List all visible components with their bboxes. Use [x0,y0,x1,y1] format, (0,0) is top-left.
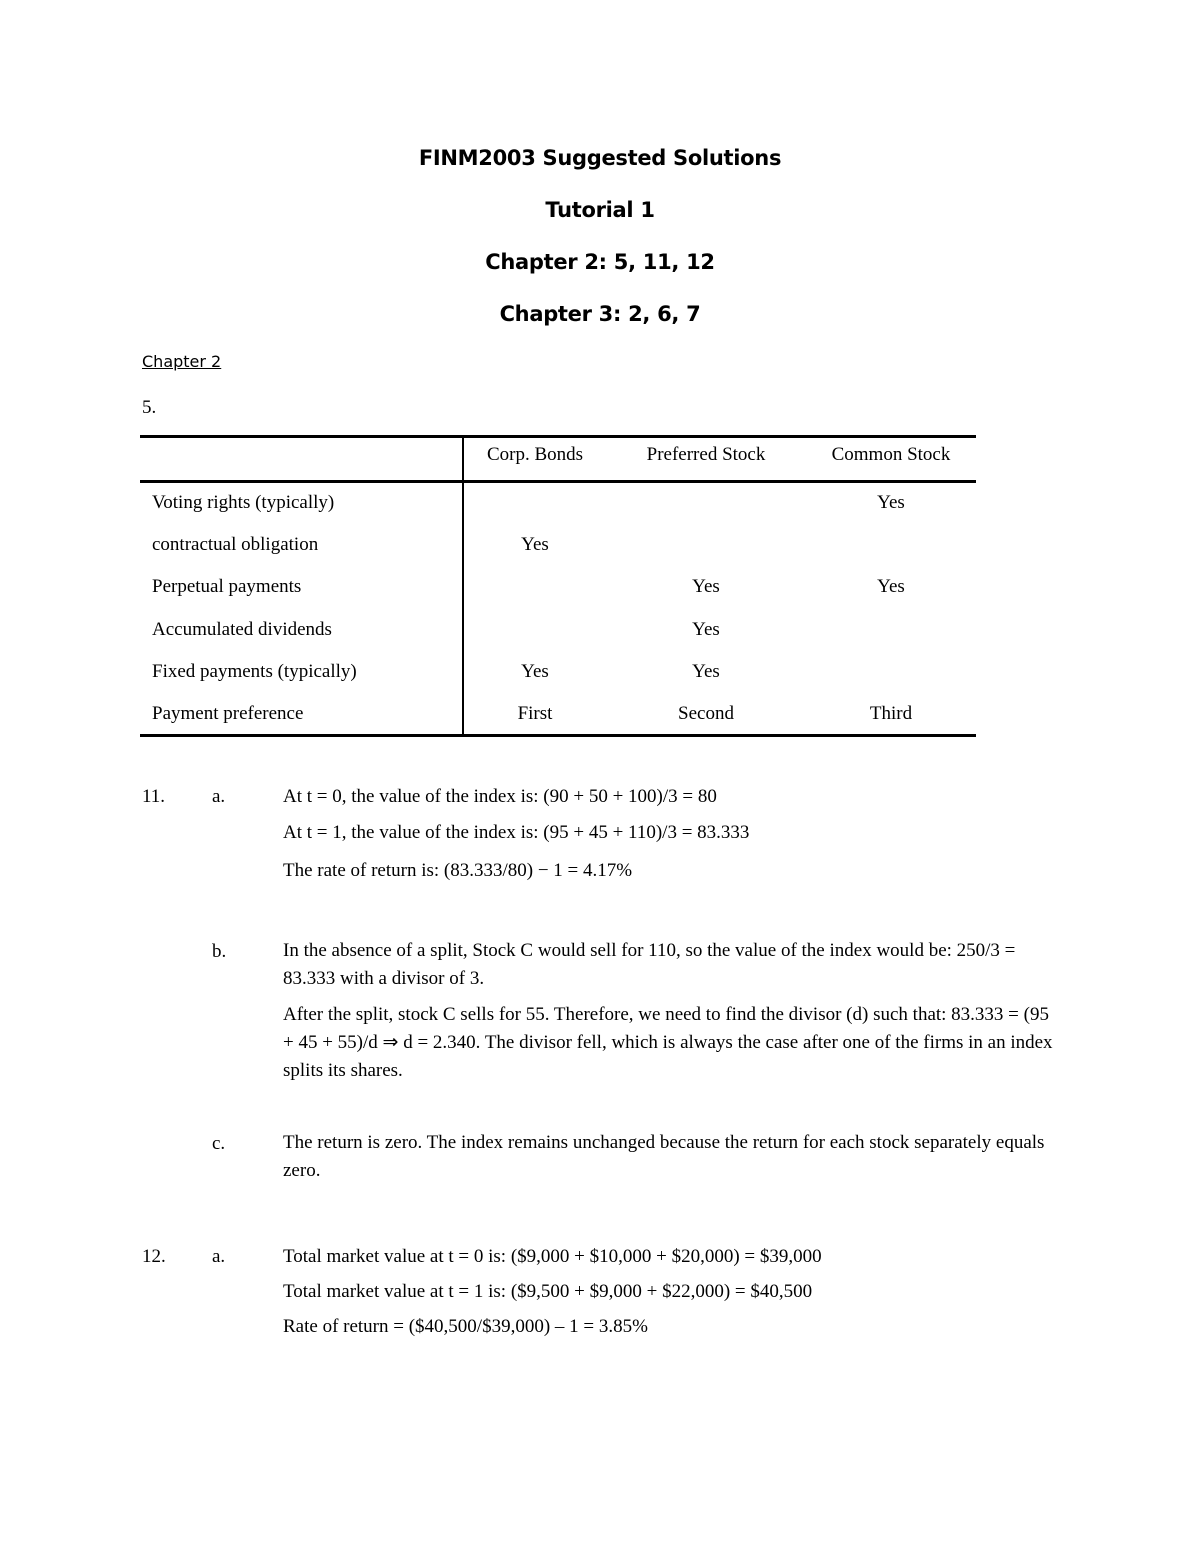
row-label: contractual obligation [140,524,463,566]
table-row [140,693,976,735]
question-number: 11. [142,786,166,807]
answer-line: The rate of return is: (83.333/80) − 1 = 4.17% [283,860,633,881]
table-cell: Third [806,693,976,735]
part-label: a. [212,786,226,807]
document-title: FINM2003 Suggested Solutions [418,146,782,170]
table-cell [463,609,606,651]
column-header [140,437,463,482]
answer-line: Total market value at t = 0 is: ($9,000 + $10,000 + $20,000) = $39,000 [283,1246,822,1267]
part-label: b. [212,941,227,962]
column-header: Corp. Bonds [463,437,606,482]
table-cell: Yes [521,661,549,683]
table-cell [806,609,976,651]
table-cell [806,651,976,693]
table-cell: Yes [692,576,720,598]
table-cell [463,482,606,524]
answer-line: At t = 0, the value of the index is: (90 + 50 + 100)/3 = 80 [283,786,717,807]
part-label: a. [212,1246,226,1267]
answer-line: Total market value at t = 1 is: ($9,500 + $9,000 + $22,000) = $40,500 [283,1281,813,1302]
question-number: 12. [142,1246,166,1267]
table-cell [806,524,976,566]
table-cell: Yes [877,576,905,598]
table-cell: Yes [692,618,720,640]
tutorial-heading: Tutorial 1 [545,198,655,222]
row-label: Fixed payments (typically) [140,651,463,693]
chapter2-questions-heading: Chapter 2: 5, 11, 12 [485,250,715,274]
table-row [140,524,976,566]
table-cell: Yes [521,534,549,556]
answer-paragraph: After the split, stock C sells for 55. Therefore, we need to find the divisor (d) such that: 83.333 = (95 + 45 + 55)/d ⇒ d = 2.340. The divisor fell, which is always the case after one of the firms in an index splits its shares. [283,1004,1053,1081]
table-cell [463,566,606,608]
part-label: c. [212,1133,226,1154]
securities-comparison-table [140,435,976,737]
answer-paragraph: The return is zero. The index remains unchanged because the return for each stock separately equals zero. [283,1132,1045,1181]
table-cell: First [463,693,606,735]
column-header: Preferred Stock [606,437,806,482]
column-header: Common Stock [806,437,976,482]
answer-line: Rate of return = ($40,500/$39,000) – 1 = 3.85% [283,1316,648,1337]
chapter3-questions-heading: Chapter 3: 2, 6, 7 [499,302,701,326]
row-label: Payment preference [140,693,463,735]
table-row [140,566,976,608]
section-heading: Chapter 2 [142,352,222,371]
table-row [140,609,976,651]
answer-line: At t = 1, the value of the index is: (95 + 45 + 110)/3 = 83.333 [283,822,750,843]
row-label: Accumulated dividends [140,609,463,651]
table-cell: Second [606,693,806,735]
table-cell [606,482,806,524]
row-label: Perpetual payments [140,566,463,608]
table-header-row [140,437,976,482]
table-cell [606,524,806,566]
question-number: 5. [142,397,157,418]
table-cell: Yes [877,492,905,514]
answer-paragraph: In the absence of a split, Stock C would sell for 110, so the value of the index would be: 250/3 = 83.333 with a divisor of 3. [283,940,1016,989]
table-cell: Yes [692,661,720,683]
row-label: Voting rights (typically) [140,482,463,524]
table-row [140,482,976,524]
table-row [140,651,976,693]
